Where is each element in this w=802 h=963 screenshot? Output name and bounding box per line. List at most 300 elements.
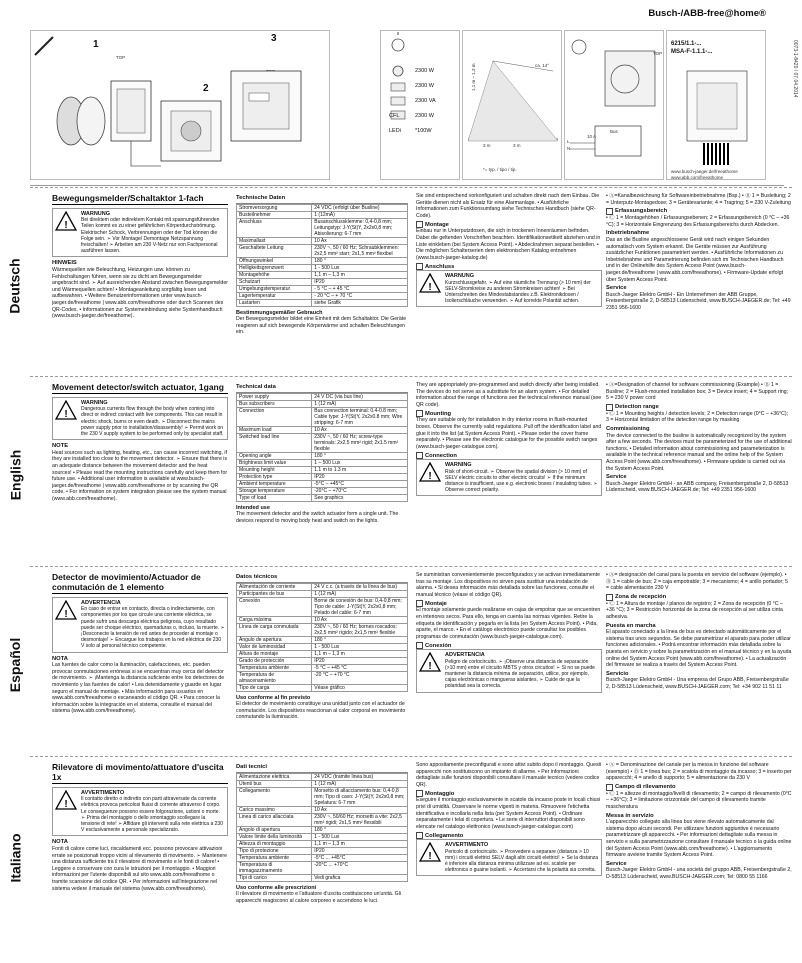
tech-title-text: Technical data	[236, 384, 276, 390]
service-title: Service	[606, 860, 627, 867]
intro-text: Sono appositamente preconfigurati e sono attivi subito dopo il montaggio. Questi apparecchi non sostituiscono un impianto di allarme. • Per informazioni dettagliate sulle funzioni disponibili consultare il manuale tecnico (vedere codice QR).	[416, 762, 602, 788]
mounting-title	[416, 790, 602, 797]
neutral-label: N	[567, 146, 571, 151]
tech-value: 10 Ax	[312, 616, 408, 623]
tech-label: Temperatura ambiente	[237, 664, 312, 671]
column-technical	[236, 572, 408, 758]
tech-value: -20 °C – +70 °C	[312, 671, 408, 684]
table-row	[237, 813, 408, 826]
column-commissioning	[606, 382, 792, 568]
mounting-title-text: Montaje	[425, 600, 447, 607]
table-row	[237, 426, 408, 433]
service-title: Service	[606, 474, 627, 481]
section-title: Detector de movimiento/Actuador de conmutación de 1 elemento	[52, 572, 228, 594]
table-row	[237, 806, 408, 813]
table-row	[237, 407, 408, 426]
warning-body: Bei direktem oder indirektem Kontakt mit spannungsführenden Teilen kommt es zu einer gefährlichen Körperdurchströmung. Elektrischer Schock, Verbrennungen oder der Tod können die Folge sein. ➢ Vor Montage/ Demontage Netzspannung freischalten! ➢ Arbeiten am 230 V-Netz nur von Fachpersonal ausführen lassen.	[81, 217, 220, 255]
legend-text: • Ⓐ=Kanalbezeichnung für Softwareinbetriebnahme (Bsp.) • Ⓑ 1 = Busleitung; 2 = Unterputz-Montagedose; 3 = Gerätevariante; 4 = Tragring; 5 = 230 V-Zuleitung	[606, 193, 791, 206]
tech-value: Borne de conexión de bus: 0,4-0,8 mm; Tipo de cable: J-Y(St)Y, 2x2x0,8 mm; Pelado del cable: 6-7 mm	[312, 597, 408, 616]
model-number: 6215/1.1-...	[671, 41, 702, 47]
tech-label: Temperatura di immagazzinamento	[237, 861, 312, 874]
tech-label: Schutzart	[237, 278, 312, 285]
tech-label: Power supply	[237, 393, 312, 400]
mounting-icon	[416, 410, 423, 417]
commissioning-title: Messa in servizio	[606, 812, 654, 819]
table-row	[237, 204, 408, 211]
led-label: LEDi	[389, 128, 401, 134]
table-row	[237, 400, 408, 407]
section-divider	[30, 756, 792, 757]
tech-label: Alimentazione elettrica	[237, 773, 312, 780]
load-value: 2300 W	[415, 83, 434, 89]
tech-title	[236, 574, 408, 583]
warning-icon	[419, 652, 441, 672]
range-text: • Ⓒ 1 = altezze di montaggio/livelli di rilevamento; 2 = campo di rilevamento (0°C – +36°C); 3 = limitazione orizzontale del campo di rilevamento tramite mascheratura	[606, 790, 792, 810]
installation-drawing	[31, 31, 331, 181]
intro-text: Sie sind entsprechend vorkonfiguriert und schalten direkt nach dem Einbau. Die Geräte dienen nicht als Ersatz für eine Alarmanlage. • Ausführliche Informationen zum Funktionsumfang siehe Technisches Handbuch (siehe QR-Code).	[416, 193, 600, 219]
column-mounting	[416, 762, 602, 954]
tech-label: Alimentación de corriente	[237, 583, 312, 590]
tech-value: IP20	[312, 278, 408, 285]
connection-warning	[416, 649, 602, 692]
column-commissioning	[606, 193, 792, 378]
warning-title: ADVERTENCIA	[81, 600, 121, 606]
tech-label: Lagertemperatur	[237, 292, 312, 299]
connection-title-text: Conexión	[425, 642, 452, 649]
tech-label: Mounting height	[237, 466, 312, 473]
intro-text: They are appropriately pre-programmed and switch directly after being installed. The devices do not serve as a substitute for an alarm system. • For detailed information about the range of functions see the technical reference manual (see QR code).	[416, 382, 602, 408]
mounting-icon	[416, 790, 423, 797]
table-row	[237, 684, 408, 691]
step-1-label: 1	[93, 39, 99, 50]
url-link[interactable]: www.abb.com/freeathome	[671, 175, 724, 180]
connection-icon	[416, 832, 423, 839]
table-row	[237, 494, 408, 501]
detection-diagram	[463, 31, 563, 181]
range-icon	[606, 594, 613, 601]
tech-title-text: Datos técnicos	[236, 574, 278, 580]
mounting-text: Einbau nur in Unterputzdosen, die sich in trockenen Innenräumen befinden. Dabei die geltenden Vorschriften beachten. Identifikationsetikett abziehen und in Liste einkleben (bei System Access Point). • Abdeckrahmen separat bestellen. • Die möglichen Schalterserien dem elektronischen Katalog entnehmen (www.busch-jaeger-katalog.de)	[416, 228, 601, 261]
tech-value: 10 Ax	[312, 806, 408, 813]
table-row	[237, 466, 408, 473]
table-row	[237, 257, 408, 264]
table-row	[237, 433, 408, 452]
mounting-title	[416, 221, 602, 228]
tech-value: 24 VDC (erfolgt über Busline)	[312, 204, 408, 211]
tech-label: Storage temperature	[237, 487, 312, 494]
top-label: TOP	[116, 55, 126, 60]
table-row	[237, 271, 408, 278]
tech-title	[236, 384, 408, 393]
connection-warning-body: Pericolo di cortocircuito. ➢ Provvedere a separare (distanza > 10 mm) i circuiti elettrici SELV dagli altri circuiti elettrici! ➢ Se la distanza è inferiore alla distanza minima utilizzare ad es. scatole per elettronica o guaine isolanti. ➢ Accertarsi che la polarità sia corretta.	[445, 848, 599, 874]
commissioning-text: Das an die Busline angeschlossene Gerät wird nach einigen Sekunden automatisch vom System erkannt. Die Geräte müssen zur Ausführung zusätzlicher Funktionen parametriert werden. • Ausführliche Informationen zu Inbetriebnahme und Parametrierung befinden sich im Technischen Handbuch und in der Onlinehilfe des System Access Point (www.busch-jaeger.de/freeathome | www.abb.com/freeathome). • Firmware-Update erfolgt über System Access Point.	[606, 236, 784, 283]
connection-warning-title: ADVERTENCIA	[445, 652, 485, 659]
range-text: • Ⓒ 1 = Altura de montaje / planos de registro; 2 = Zona de recepción (0 °C – +36 °C); 3 = Restricción horizontal de la zona de recepción al ser utiliza cinta adhesiva.	[606, 600, 783, 620]
language-tab	[0, 382, 30, 568]
tech-value: 1 (12mA)	[312, 211, 408, 218]
warning-icon	[419, 273, 441, 293]
model-number-2: MSA-F-1.1.1-...	[671, 49, 713, 55]
mounting-icon	[416, 221, 423, 228]
bus-label: Bus	[610, 129, 618, 134]
connection-title	[416, 642, 602, 649]
intended-use-text: Il rilevatore di movimento e l'attuatore d'uscita costituiscono un'unità. Gli apparecchi reagiscono al calore corporeo e accendono le luci.	[236, 891, 402, 904]
column-mounting	[416, 193, 602, 378]
table-row	[237, 780, 408, 787]
note-text: Fonti di calore come luci, riscaldamenti ecc. possono provocare attivazioni errate se posizionati troppo vicini al rilevamento di movimento. ➢ Mantenere una distanza sufficiente tra il rilevatore di movimento e le fonti di calore! • Leggere e conservare con cura le istruzioni per il montaggio. • Maggiori informazioni per l'utente disponibili sul sito www.abb.com/freeathome o tramite scansione del codice QR. • Per informazioni sull'integrazione nel sistema vedere il manuale del sistema (www.abb.com/freeathome).	[52, 846, 228, 892]
connection-title	[416, 452, 602, 459]
connection-warning-text	[445, 652, 599, 689]
tech-label: Bus subscribers	[237, 400, 312, 407]
column-technical	[236, 762, 408, 954]
distance-label: 3 m	[513, 143, 521, 148]
service-title: Servicio	[606, 670, 629, 677]
tech-value: Busanschlussklemme: 0,4-0,8 mm; Leitungstyp: J-Y(St)Y, 2x2x0,8 mm; Abisolierung: 6-7 mm	[312, 218, 408, 237]
commissioning-text: The device connected to the busline is automatically recognized by the system after a few seconds. The devices must be parameterized for the use of additional functions. • Detailed information about commissioning and parameterization is available in the technical reference manual and the online help of the System Access Point (www.abb.com/freeathome). • Firmware update is carried out via the System Access Point.	[606, 432, 792, 472]
warning-icon	[55, 600, 77, 620]
tech-label: Montagehöhe	[237, 271, 312, 278]
mounting-text: Eseguire il montaggio esclusivamente in scatole da incasso poste in locali chiusi privi di umidità. Osservare le norme vigenti in materia. Rimuovere l'etichetta identificativa e incollarla nella lista (per System Access Point). • Ordinare separatamente i telai di copertura. • Le serie di interruttori disponibili sono elencate nel catalogo elettronico (www.busch-jaeger-catalogue.com)	[416, 797, 601, 830]
tech-label: Ambient temperature	[237, 480, 312, 487]
tech-value: 1 - 500 Lux	[312, 264, 408, 271]
language-label: Italiano	[7, 833, 24, 883]
section-divider	[30, 376, 792, 377]
warning-title: WARNING	[81, 400, 108, 406]
tech-title	[236, 195, 408, 204]
tech-value: 230V ~, 50 / 60 Hz; Schraubklemmen: 2x2,5 mm² starr; 2x1,5 mm² flexibel	[312, 244, 408, 257]
tech-label: Valor de luminosidad	[237, 643, 312, 650]
table-row	[237, 840, 408, 847]
table-row	[237, 623, 408, 636]
tech-label: Geschaltete Leitung	[237, 244, 312, 257]
warning-box	[52, 208, 228, 257]
section-title: Bewegungsmelder/Schaltaktor 1-fach	[52, 193, 228, 205]
warning-text	[81, 600, 225, 650]
svg-text:!: !	[64, 409, 68, 420]
tech-value: 1 (12 mA)	[312, 400, 408, 407]
table-row	[237, 480, 408, 487]
language-tab	[0, 193, 30, 378]
tech-value: IP20	[312, 657, 408, 664]
tech-value: - 5 °C – + 45 °C	[312, 285, 408, 292]
tech-value: 1,1 m – 1,3 m	[312, 271, 408, 278]
fuse-label: 10 A	[587, 134, 597, 139]
tech-value: 1 (12 mA)	[312, 590, 408, 597]
range-title-text: Detection range	[615, 403, 659, 410]
warning-box	[52, 597, 228, 653]
tech-label: Tipo de carga	[237, 684, 312, 691]
table-row	[237, 393, 408, 400]
tech-label: Opening angle	[237, 452, 312, 459]
table-row	[237, 664, 408, 671]
column-commissioning	[606, 762, 792, 954]
warning-body: En caso de entrar en contacto, directa o indirectamente, con componentes por los que circule una corriente eléctrica, se puede sufrir una descarga eléctrica peligrosa, cuyo resultado puede ser choque eléctrico, quemaduras o, incluso, la muerte. ➢ ¡Desconecte la tensión de red antes de proceder al montaje o desmontaje! ➢ Encargue los trabajos en la red eléctrica de 230 V solo al personal técnico competente.	[81, 606, 225, 650]
table-row	[237, 787, 408, 806]
table-row	[237, 278, 408, 285]
warning-icon	[55, 211, 77, 231]
connection-icon	[416, 452, 423, 459]
tech-label: Brightness limit value	[237, 459, 312, 466]
tech-title	[236, 764, 408, 773]
table-row	[237, 285, 408, 292]
tech-value: 180 °	[312, 636, 408, 643]
figure-model	[666, 30, 766, 180]
tech-value: 24 V DC (via bus line)	[312, 393, 408, 400]
language-label: Español	[7, 637, 23, 693]
warning-title: WARNUNG	[81, 211, 111, 217]
tech-label: Umgebungstemperatur	[237, 285, 312, 292]
section-title: Rilevatore di movimento/attuatore d'uscita 1x	[52, 762, 228, 784]
tech-value: -20°C ... +70°C	[312, 861, 408, 874]
tech-label: Maximum load	[237, 426, 312, 433]
range-icon	[606, 404, 613, 411]
document-code: 0073-1-8420 / 07.04.2014	[792, 40, 798, 98]
mounting-title-text: Mounting	[425, 410, 452, 417]
footnote: *= typ. / tipo / tip.	[483, 167, 517, 172]
warning-text	[81, 211, 225, 254]
load-value: 2300 VA	[415, 98, 436, 104]
table-row	[237, 459, 408, 466]
tech-value: 180 °	[312, 257, 408, 264]
svg-text:!: !	[64, 799, 68, 810]
tech-value: - 20 °C – + 70 °C	[312, 292, 408, 299]
qr-code[interactable]	[703, 143, 731, 165]
service-text: Busch-Jaeger Elektro GmbH - an ABB company, Freisenbergstraße 2, D-58513 Lüdenscheid, www.BUSCH-JAEGER.de; Tel: +49 2351 956-1600	[606, 480, 789, 494]
tech-table	[236, 583, 408, 692]
range-title	[606, 594, 792, 601]
range-text: • Ⓒ 1 = Mounting heights / detection levels; 2 = Detection range (0°C – +36°C); 3 = Horizontal limitation of the detection range by masking	[606, 410, 789, 424]
tech-label: Altezza di montaggio	[237, 840, 312, 847]
tech-label: Angolo di apertura	[237, 826, 312, 833]
intended-use-text: El detector de movimiento constituye una unidad junto con el actuador de conmutación. Los dispositivos reaccionan al calor corporal en movimiento conmutando la iluminación.	[236, 701, 406, 721]
service-text: Busch-Jaeger Elektro GmbH - una società del gruppo ABB, Freisenbergstraße 2, D-58513 Lüdenscheid, www.BUSCH-JAEGER.com; Tel: 0800 55 1166	[606, 867, 792, 880]
service-title: Service	[606, 285, 627, 292]
tech-value: 1.1 m to 1.3 m	[312, 466, 408, 473]
table-row	[237, 847, 408, 854]
tech-label: Öffnungswinkel	[237, 257, 312, 264]
tech-label: Switched load line	[237, 433, 312, 452]
tech-value: Bus connection terminal: 0.4-0.8 mm; Cable type: J-Y(St)Y, 2x2x0.8 mm; Wire stripping: 6-7 mm	[312, 407, 408, 426]
connection-warning	[416, 270, 602, 307]
note-title: HINWEIS	[52, 260, 77, 267]
table-row	[237, 650, 408, 657]
commissioning-text: El aparato conectado a la línea de bus es detectado automáticamente por el sistema tras unos segundos. Se debe parametrizar el aparato para poder utilizar funciones adicionales. • Podrá encontrar información más detallada sobre la puesta en servicio y sobre la parametrización en el manual técnico y en la ayuda online del System Access Point (www.abb.com/freeathome). • La actualización del firmware se realiza a través del System Access Point.	[606, 629, 792, 669]
table-row	[237, 211, 408, 218]
tech-label: Linea di carico allacciata	[237, 813, 312, 826]
table-row	[237, 452, 408, 459]
tech-value: 230V ~, 50/60 Hz; morsetti a vite: 2x2,5 mm² rigidi; 2x1,5 mm² flessibili	[312, 813, 408, 826]
tech-label: Busteilnehmer	[237, 211, 312, 218]
tech-label: Helligkeitsgrenzwert	[237, 264, 312, 271]
svg-text:!: !	[64, 220, 68, 231]
section-divider	[30, 187, 792, 188]
table-row	[237, 773, 408, 780]
table-row	[237, 833, 408, 840]
tech-value: 10 Ax	[312, 426, 408, 433]
range-text: • Ⓒ 1 = Montagehöhen / Erfassungsebenen; 2 = Erfassungsbereich (0 °C – +36 °C); 3 = Horizontale Eingrenzung des Erfassungsbereichs durch Abdecken.	[606, 215, 790, 228]
tech-label: Utenti bus	[237, 780, 312, 787]
intended-use-text: Der Bewegungsmelder bildet eine Einheit mit dem Schaltaktor. Die Geräte reagieren auf sich bewegende Körperwärme und schalten Beleuchtungen ein.	[236, 316, 407, 336]
tech-value: See graphics	[312, 494, 408, 501]
note-text: Wärmequellen wie Beleuchtung, Heizungen usw. können zu Fehlschaltungen führen, wenn sie zu dicht am Bewegungsmelder angebracht sind. ➢ Auf ausreichenden Abstand zwischen Bewegungsmelder und Wärmequellen achten! • Montageanleitung sorgfältig lesen und aufbewahren. • Weitere Benutzerinformationen unter www.busch-jaeger.de/freeathome | www.abb.com/freeathome oder durch Scannen des QR-Codes. • Informationen zur Systemeinbindung siehe Systemhandbuch (www.busch-jaeger.de/freeathome).	[52, 267, 228, 320]
connection-title-text: Collegamento	[425, 832, 464, 839]
tech-value: 1,1 m – 1,3 m	[312, 650, 408, 657]
tech-label: Temperatura de almacenamiento	[237, 671, 312, 684]
load-value: 2300 W	[415, 68, 434, 74]
tech-label: Ángulo de apertura	[237, 636, 312, 643]
tech-label: Carga máxima	[237, 616, 312, 623]
mounting-text: They are suitable only for installation in dry interior rooms in flush-mounted boxes. Observe the currently valid regulations. Pull off the identification label and glue it into the list (at System Access Point). • Please order the cover frame separately. • Please see the electronic catalogue for the possible switch ranges (www.busch-jaeger-catalogue.com).	[416, 417, 602, 450]
tech-value: Morsetto di allacciamento bus: 0,4-0,8 mm; Tipo di cavo: J-Y(St)Y, 2x2x0,8 mm; Spelatura: 6-7 mm	[312, 787, 408, 806]
tech-label: Grado de protección	[237, 657, 312, 664]
note-text: Heat sources such as lighting, heating, etc., can cause incorrect switching, if they are installed too close to the movement detector. ➢ Ensure that there is an adequate distance between the movement detector and the heat sources! • Please read the mounting instructions carefully and keep them for future use. • Additional user information is available at www.busch-jaeger.de/freeathome | www.abb.com/freeathome or by scanning the QR code. • For information on system integration please see the system manual (www.abb.com/freeathome).	[52, 449, 228, 502]
load-value: *100W	[415, 128, 432, 134]
commissioning-text: L'apparecchio collegato alla linea bus viene rilevato automaticamente dal sistema dopo alcuni secondi. Per utilizzare funzioni aggiuntive è necessario parametrizzare gli apparecchi. • Per informazioni dettagliate sulla messa in servizio e sulla parametrizzazione consultare il manuale tecnico o la guida online del System Access Point (www.abb.com/freeathome). • L'aggiornamento firmware avviene tramite System Access Point.	[606, 819, 792, 859]
divider	[30, 185, 784, 186]
table-row	[237, 237, 408, 244]
warning-icon	[419, 842, 441, 862]
note-text: Las fuentes de calor como la iluminación, calefacciones, etc. pueden provocar conmutaciones erróneas si se encuentran muy cerca del detector de movimiento. ➢ ¡Mantenga la distancia suficiente entre los detectores de movimiento y las fuentes de calor! • Lea detenidamente y guarde en lugar seguro el manual de montaje. • Más información para usuarios en www.abb.com/freeathome o escaneando el código QR. • Para conocer la información sobre la integración en el sistema, consulte el manual del sistema (www.abb.com/freeathome).	[52, 662, 225, 715]
warning-title: AVVERTIMENTO	[81, 790, 125, 796]
svg-text:!: !	[428, 471, 432, 483]
load-icons	[383, 31, 413, 181]
range-icon	[606, 784, 613, 791]
tech-label: Carico massimo	[237, 806, 312, 813]
range-title-text: Campo di rilevamento	[615, 783, 676, 790]
tech-value: 1 - 500 Lux	[312, 833, 408, 840]
connection-warning-title: WARNUNG	[445, 273, 475, 280]
connection-icon	[416, 642, 423, 649]
column-safety	[52, 382, 228, 568]
connection-warning-title: AVVERTIMENTO	[445, 842, 489, 849]
mounting-title	[416, 410, 602, 417]
connection-warning-text	[445, 842, 599, 873]
figure-connection	[564, 30, 664, 180]
warning-box	[52, 787, 228, 836]
url-link[interactable]: www.busch-jaeger.de/freeathome	[671, 169, 738, 174]
table-row	[237, 874, 408, 881]
tech-label: Lastarten	[237, 299, 312, 306]
warning-text	[81, 790, 225, 833]
tech-label: Anschluss	[237, 218, 312, 237]
table-row	[237, 643, 408, 650]
commissioning-title: Inbetriebnahme	[606, 230, 650, 237]
tech-table	[236, 773, 408, 882]
language-label: English	[7, 449, 23, 501]
tech-value: siehe Grafik	[312, 299, 408, 306]
table-row	[237, 218, 408, 237]
intro-text: Se suministran convenientemente preconfigurados y se activan inmediatamente tras su montaje. Los dispositivos no sirven para sustituir una instalación de alarma. • Si desea información más detallada sobre las funciones, consulte el manual técnico (véase el código QR).	[416, 572, 600, 598]
column-commissioning	[606, 572, 792, 758]
warning-text	[81, 400, 225, 437]
connection-warning-text	[445, 462, 599, 493]
tech-label: Tipo di protezione	[237, 847, 312, 854]
mounting-title	[416, 600, 602, 607]
tech-value: 1 (12 mA)	[312, 780, 408, 787]
svg-text:!: !	[428, 282, 432, 294]
legend-text: • Ⓐ = Denominazione del canale per la messa in funzione del software (esempio) • Ⓑ 1 = linea bus; 2 = scatola di montaggio da incasso; 3 = inserto per apparecchi; 4 = anello di supporto; 5 = alimentazione da 230 V	[606, 762, 792, 782]
tech-value: IP20	[312, 847, 408, 854]
column-mounting	[416, 382, 602, 568]
column-mounting	[416, 572, 602, 758]
connection-warning	[416, 839, 602, 876]
range-title	[606, 784, 792, 791]
connection-warning-body: Peligro de cortocircuito. ➢ ¡Observe una distancia de separación (>10 mm) entre el circuito MBTS y otros circuitos! ➢ Si no se puede mantener la distancia mínima de separación, utilice, por ejemplo, cajas electrónicas o mangueras aislantes. ➢ Cuide de que la polaridad sea la correcta.	[445, 658, 595, 690]
tech-table	[236, 204, 408, 307]
table-row	[237, 299, 408, 306]
note-title: NOTA	[52, 655, 68, 662]
column-safety	[52, 193, 228, 378]
tech-value: 1,1 m – 1,3 m	[312, 840, 408, 847]
tech-label: Conexión	[237, 597, 312, 616]
tech-label: Stromversorgung	[237, 204, 312, 211]
table-row	[237, 473, 408, 480]
table-row	[237, 657, 408, 664]
column-safety	[52, 572, 228, 758]
tech-label: Protection type	[237, 473, 312, 480]
tech-table	[236, 393, 408, 502]
tech-value: -20°C – +70°C	[312, 487, 408, 494]
commissioning-title: Puesta en marcha	[606, 622, 656, 629]
connection-title	[416, 263, 602, 270]
step-2-label: 2	[203, 83, 209, 94]
svg-text:!: !	[64, 609, 68, 620]
table-row	[237, 854, 408, 861]
connection-diagram	[565, 31, 665, 181]
language-tab	[0, 572, 30, 758]
tech-title-text: Technische Daten	[236, 195, 286, 201]
table-row	[237, 861, 408, 874]
height-label: 1,1 m – 1,3 m	[471, 63, 476, 91]
tech-label: Línea de carga conmutada	[237, 623, 312, 636]
intended-use-title: Bestimmungsgemäßer Gebrauch	[236, 309, 323, 316]
connection-warning-text	[445, 273, 599, 304]
tech-label: Connection	[237, 407, 312, 426]
tech-title-text: Dati tecnici	[236, 764, 267, 770]
table-row	[237, 244, 408, 257]
mounting-title-text: Montaggio	[425, 790, 455, 797]
svg-text:!: !	[428, 851, 432, 863]
tech-label: Participantes de bus	[237, 590, 312, 597]
column-technical	[236, 193, 408, 378]
intended-use-title: Uso conforme alle prescrizioni	[236, 884, 317, 891]
tech-value: 180 °	[312, 826, 408, 833]
tech-value: -5°C – +45°C	[312, 480, 408, 487]
tech-value: -5°C ... +45°C	[312, 854, 408, 861]
tech-label: Altura de montaje	[237, 650, 312, 657]
connection-warning-body: Kurzschlussgefahr. ➢ Auf eine räumliche Trennung (> 10 mm) der SELV-Stromkreise zu anderen Stromkreisen achten! ➢ Bei Unterschreiten des Mindestabstandes z.B. Elektronikdosen / Isolierschläuche verwenden. ➢ Auf korrekte Polarität achten.	[445, 279, 591, 305]
tech-label: Temperatura ambiente	[237, 854, 312, 861]
table-row	[237, 292, 408, 299]
range-title-text: Erfassungsbereich	[615, 208, 668, 215]
table-row	[237, 826, 408, 833]
tech-value: 24 VDC (tramite linea bus)	[312, 773, 408, 780]
svg-text:!: !	[428, 661, 432, 673]
commissioning-title: Commissioning	[606, 425, 650, 432]
load-value: 2300 W	[415, 113, 434, 119]
figure-detection-range	[462, 30, 562, 180]
range-title	[606, 404, 792, 411]
connection-title	[416, 832, 602, 839]
table-row	[237, 264, 408, 271]
tech-value: 1 – 500 Lux	[312, 459, 408, 466]
connection-warning-body: Risk of short-circuit. ➢ Observe the spatial division (> 10 mm) of SELV electric circuits to other electric circuits! ➢ If the minimum distance is insufficient, use e.g. electronic boxes / insulating tubes. ➢ Observe correct polarity.	[445, 468, 598, 494]
tech-value: 180 °	[312, 452, 408, 459]
tech-value: 1 - 500 Lux	[312, 643, 408, 650]
section-divider	[30, 566, 792, 567]
section-title: Movement detector/switch actuator, 1gang	[52, 382, 228, 394]
note-title: NOTA	[52, 839, 68, 846]
